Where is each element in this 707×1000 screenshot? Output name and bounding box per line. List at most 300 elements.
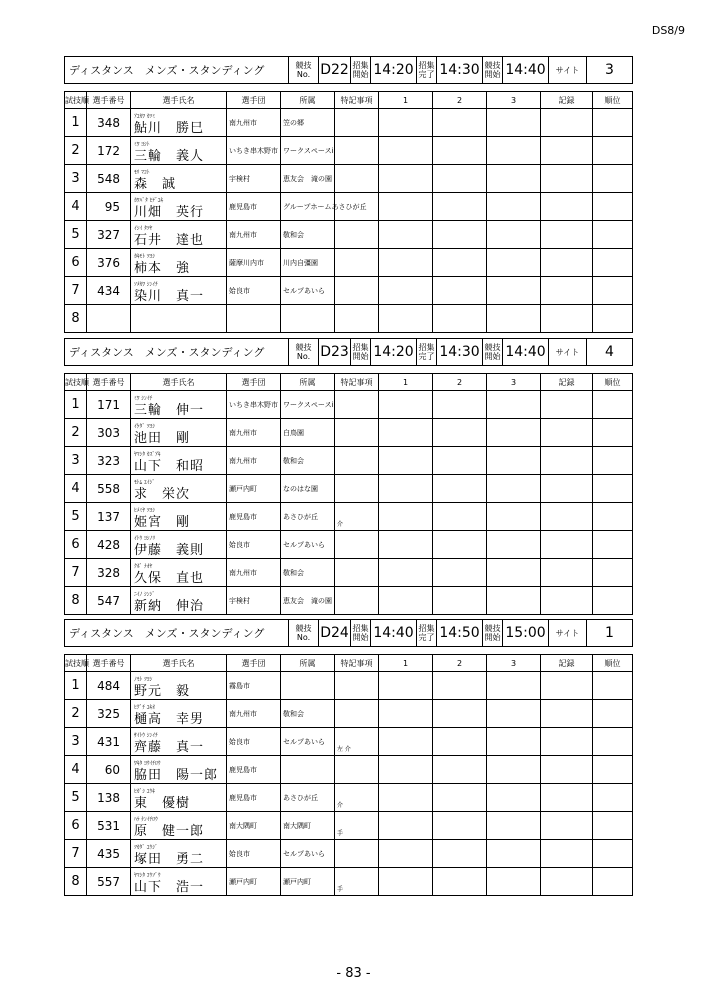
athlete-name-cell [131,419,227,447]
athlete-name: 東 優樹 [134,796,191,811]
attempt-1-cell [379,305,433,333]
attempt-1-cell [379,109,433,137]
rank-cell [593,221,633,249]
call-end-time: 14:30 [437,57,483,84]
athlete-name: 染川 真一 [134,289,205,304]
athlete-name: 三輪 伸一 [134,403,205,418]
athlete-name-kana: ｲｼｲ ﾀﾂﾔ [134,226,153,232]
table-row [65,784,633,812]
team: 姶良市 [227,728,281,756]
athlete-name-cell [131,559,227,587]
affiliation: セルプあいら [281,728,335,756]
athlete-name-cell [131,840,227,868]
athlete-name: 川畑 英行 [134,205,205,220]
record-cell [541,756,593,784]
trial-order: 4 [65,756,87,784]
event-header [64,619,633,647]
record-cell [541,531,593,559]
document-id: DS8/9 [651,24,685,37]
comp-start-time: 15:00 [503,620,549,647]
col-header-team: 選手団 [227,374,281,391]
attempt-2-cell [433,559,487,587]
bib-number: 303 [87,419,131,447]
affiliation: なのはな園 [281,475,335,503]
record-cell [541,728,593,756]
athlete-name-kana: ﾐﾜ ﾖｼﾄ [134,142,150,148]
col-header-notes: 特記事項 [335,655,379,672]
attempt-3-cell [487,277,541,305]
special-notes [335,419,379,447]
affiliation: 敬和会 [281,447,335,475]
athlete-name: 三輪 義人 [134,149,205,164]
athlete-name-cell [131,503,227,531]
athlete-name: 野元 毅 [134,684,191,699]
athlete-name: 樋高 幸男 [134,712,205,727]
table-row [65,277,633,305]
bib-number: 60 [87,756,131,784]
athlete-name-cell [131,812,227,840]
attempt-3-cell [487,305,541,333]
rank-cell [593,249,633,277]
attempt-1-cell [379,812,433,840]
special-notes [335,587,379,615]
rank-cell [593,503,633,531]
attempt-2-cell [433,475,487,503]
special-notes [335,305,379,333]
table-row [65,559,633,587]
team: 南九州市 [227,700,281,728]
attempt-1-cell [379,531,433,559]
call-start-time: 14:20 [371,57,417,84]
team: 宇検村 [227,165,281,193]
record-cell [541,868,593,896]
table-row [65,531,633,559]
rank-cell [593,447,633,475]
col-header-affiliation: 所属 [281,374,335,391]
trial-order: 3 [65,447,87,475]
team: 姶良市 [227,277,281,305]
attempt-2-cell [433,165,487,193]
affiliation: あさひが丘 [281,784,335,812]
bib-number: 431 [87,728,131,756]
event-block-d24 [64,619,632,896]
special-notes [335,756,379,784]
athlete-name: 脇田 陽一郎 [134,768,219,783]
trial-order: 2 [65,419,87,447]
rank-cell [593,756,633,784]
trial-order: 2 [65,137,87,165]
record-cell [541,193,593,221]
team: いちき串木野市 [227,391,281,419]
bib-number: 325 [87,700,131,728]
attempt-1-cell [379,391,433,419]
athlete-name-cell [131,672,227,700]
call-end-time: 14:30 [437,339,483,366]
attempt-1-cell [379,672,433,700]
bib-number: 95 [87,193,131,221]
attempt-1-cell [379,700,433,728]
table-row [65,165,633,193]
athlete-name-kana: ｶｷﾓﾄ ﾂﾖｼ [134,254,155,260]
col-header-rank: 順位 [593,92,633,109]
record-cell [541,503,593,531]
attempt-2-cell [433,109,487,137]
affiliation: 敬和会 [281,559,335,587]
col-header-rank: 順位 [593,374,633,391]
col-header-affiliation: 所属 [281,92,335,109]
col-header-bib: 選手番号 [87,92,131,109]
attempt-3-cell [487,193,541,221]
athlete-name: 塚田 勇二 [134,852,205,867]
col-header-trial-order: 試技順 [65,374,87,391]
attempt-1-cell [379,840,433,868]
event-no: D24 [319,620,351,647]
attempt-3-cell [487,559,541,587]
trial-order: 3 [65,165,87,193]
event-no: D22 [319,57,351,84]
record-cell [541,700,593,728]
athlete-name-kana: ｶﾜﾊﾞﾀ ﾋﾃﾞﾕｷ [134,198,164,204]
trial-order: 1 [65,109,87,137]
call-start-label: 招集開始 [351,620,371,647]
team: 南九州市 [227,419,281,447]
bib-number: 428 [87,531,131,559]
trial-order: 5 [65,784,87,812]
bib-number: 558 [87,475,131,503]
bib-number: 348 [87,109,131,137]
affiliation: ワークスペースi [281,391,335,419]
attempt-1-cell [379,475,433,503]
athlete-name-kana: ﾓﾘ ﾏｺﾄ [134,170,150,176]
bib-number: 171 [87,391,131,419]
special-notes [335,672,379,700]
col-header-notes: 特記事項 [335,92,379,109]
attempt-1-cell [379,277,433,305]
special-notes [335,165,379,193]
athlete-name-cell [131,728,227,756]
team: いちき串木野市 [227,137,281,165]
attempt-3-cell [487,221,541,249]
trial-order: 4 [65,475,87,503]
entry-table [64,654,633,896]
call-end-time: 14:50 [437,620,483,647]
bib-number: 548 [87,165,131,193]
special-notes: 手 [335,868,379,896]
call-start-label: 招集開始 [351,57,371,84]
rank-cell [593,700,633,728]
rank-cell [593,728,633,756]
trial-order: 2 [65,700,87,728]
event-no-label: 競技No. [289,620,319,647]
attempt-1-cell [379,728,433,756]
table-row [65,503,633,531]
affiliation [281,756,335,784]
athlete-name: 山下 和昭 [134,459,205,474]
table-row [65,672,633,700]
athlete-name: 森 誠 [134,177,177,192]
col-header-t2: 2 [433,374,487,391]
rank-cell [593,391,633,419]
special-notes [335,840,379,868]
team: 鹿児島市 [227,756,281,784]
rank-cell [593,812,633,840]
affiliation: 敬和会 [281,221,335,249]
attempt-2-cell [433,447,487,475]
affiliation: 恵友会 滝の園 [281,165,335,193]
athlete-name-cell [131,109,227,137]
athlete-name-kana: ﾋｶﾞｼ ﾕｳｷ [134,789,155,795]
athlete-name-cell [131,784,227,812]
special-notes [335,137,379,165]
call-start-time: 14:20 [371,339,417,366]
attempt-3-cell [487,840,541,868]
attempt-3-cell [487,165,541,193]
team: 南九州市 [227,109,281,137]
athlete-name: 鮎川 勝巳 [134,121,205,136]
attempt-2-cell [433,784,487,812]
call-start-time: 14:40 [371,620,417,647]
attempt-3-cell [487,391,541,419]
team: 南九州市 [227,447,281,475]
trial-order: 6 [65,531,87,559]
athlete-name-kana: ﾓﾄﾑ ｴｲｼﾞ [134,480,155,486]
athlete-name-kana: ﾋﾒﾐﾔ ﾂﾖｼ [134,508,155,514]
attempt-1-cell [379,587,433,615]
trial-order: 6 [65,812,87,840]
affiliation: 瀬戸内町 [281,868,335,896]
bib-number: 484 [87,672,131,700]
affiliation: 南大隅町 [281,812,335,840]
attempt-2-cell [433,700,487,728]
table-row [65,305,633,333]
col-header-t2: 2 [433,92,487,109]
attempt-2-cell [433,249,487,277]
team: 霧島市 [227,672,281,700]
rank-cell [593,475,633,503]
special-notes: 介 [335,784,379,812]
record-cell [541,305,593,333]
athlete-name-cell [131,391,227,419]
attempt-3-cell [487,531,541,559]
attempt-2-cell [433,391,487,419]
attempt-3-cell [487,672,541,700]
special-notes [335,277,379,305]
table-row [65,391,633,419]
athlete-name: 原 健一郎 [134,824,205,839]
bib-number: 435 [87,840,131,868]
attempt-3-cell [487,700,541,728]
attempt-1-cell [379,503,433,531]
attempt-1-cell [379,784,433,812]
bib-number: 138 [87,784,131,812]
special-notes [335,700,379,728]
record-cell [541,587,593,615]
trial-order: 1 [65,391,87,419]
comp-start-label: 競技開始 [483,620,503,647]
rank-cell [593,672,633,700]
table-row [65,221,633,249]
athlete-name-cell [131,756,227,784]
attempt-3-cell [487,137,541,165]
page-number: - 83 - [336,966,371,981]
team: 鹿児島市 [227,784,281,812]
special-notes: 手 [335,812,379,840]
team: 瀬戸内町 [227,868,281,896]
attempt-2-cell [433,728,487,756]
trial-order: 3 [65,728,87,756]
athlete-name-kana: ﾊﾗ ｹﾝｲﾁﾛｳ [134,817,158,823]
col-header-record: 記録 [541,655,593,672]
team: 瀬戸内町 [227,475,281,503]
table-row [65,109,633,137]
athlete-name-kana: ｲﾄｳ ﾖｼﾉﾘ [134,536,155,542]
col-header-trial-order: 試技順 [65,92,87,109]
athlete-name: 齊藤 真一 [134,740,205,755]
special-notes: 左 介 [335,728,379,756]
trial-order: 6 [65,249,87,277]
bib-number [87,305,131,333]
attempt-3-cell [487,503,541,531]
athlete-name-kana: ｿﾒｶﾜ ｼﾝｲﾁ [134,282,158,288]
col-header-t1: 1 [379,374,433,391]
trial-order: 7 [65,277,87,305]
attempt-3-cell [487,784,541,812]
trial-order: 5 [65,503,87,531]
rank-cell [593,193,633,221]
team [227,305,281,333]
special-notes [335,559,379,587]
event-header [64,338,633,366]
attempt-1-cell [379,419,433,447]
comp-start-time: 14:40 [503,57,549,84]
athlete-name-kana: ﾜｷﾀ ﾖｳｲﾁﾛｳ [134,761,161,767]
rank-cell [593,531,633,559]
bib-number: 547 [87,587,131,615]
athlete-name-kana: ﾆｲﾉ ｼﾝｼﾞ [134,592,155,598]
attempt-1-cell [379,249,433,277]
attempt-3-cell [487,447,541,475]
site-label: サイト [549,339,587,366]
trial-order: 7 [65,559,87,587]
rank-cell [593,305,633,333]
col-header-notes: 特記事項 [335,374,379,391]
record-cell [541,559,593,587]
table-row [65,475,633,503]
team: 姶良市 [227,531,281,559]
affiliation [281,305,335,333]
attempt-2-cell [433,756,487,784]
affiliation: セルプあいら [281,840,335,868]
athlete-name-cell [131,193,227,221]
trial-order: 7 [65,840,87,868]
col-header-record: 記録 [541,92,593,109]
athlete-name-kana: ﾉﾓﾄ ﾂﾖｼ [134,677,153,683]
rank-cell [593,559,633,587]
special-notes: 介 [335,503,379,531]
rank-cell [593,587,633,615]
call-end-label: 招集完了 [417,339,437,366]
record-cell [541,221,593,249]
trial-order: 4 [65,193,87,221]
call-start-label: 招集開始 [351,339,371,366]
record-cell [541,812,593,840]
attempt-2-cell [433,419,487,447]
record-cell [541,277,593,305]
affiliation: 笠の郷 [281,109,335,137]
table-row [65,756,633,784]
attempt-3-cell [487,249,541,277]
attempt-2-cell [433,868,487,896]
event-header [64,56,633,84]
event-title: ディスタンス メンズ・スタンディング [65,339,289,366]
bib-number: 376 [87,249,131,277]
table-row [65,728,633,756]
col-header-t3: 3 [487,655,541,672]
athlete-name-cell [131,700,227,728]
athlete-name: 久保 直也 [134,571,205,586]
attempt-1-cell [379,868,433,896]
athlete-name-kana: ﾐﾜ ｼﾝｲﾁ [134,396,153,402]
athlete-name-kana: ﾔﾏｼﾀ ｶｽﾞｱｷ [134,452,161,458]
athlete-name: 新納 伸治 [134,599,205,614]
col-header-t1: 1 [379,92,433,109]
site-label: サイト [549,620,587,647]
affiliation: 川内自彊園 [281,249,335,277]
affiliation: ワークスペースi [281,137,335,165]
affiliation: セルプあいら [281,277,335,305]
record-cell [541,672,593,700]
event-block-d22 [64,56,632,333]
special-notes [335,249,379,277]
record-cell [541,109,593,137]
team: 姶良市 [227,840,281,868]
entry-table [64,91,633,333]
attempt-2-cell [433,221,487,249]
table-row [65,137,633,165]
attempt-1-cell [379,447,433,475]
attempt-2-cell [433,672,487,700]
entry-table [64,373,633,615]
col-header-t3: 3 [487,374,541,391]
attempt-3-cell [487,475,541,503]
athlete-name: 山下 浩一 [134,880,205,895]
record-cell [541,840,593,868]
attempt-2-cell [433,193,487,221]
athlete-name-cell [131,305,227,333]
col-header-trial-order: 試技順 [65,655,87,672]
rank-cell [593,868,633,896]
record-cell [541,249,593,277]
event-no-label: 競技No. [289,339,319,366]
site-number: 1 [587,620,633,647]
athlete-name-cell [131,249,227,277]
athlete-name-cell [131,868,227,896]
attempt-2-cell [433,305,487,333]
rank-cell [593,419,633,447]
table-row [65,700,633,728]
col-header-team: 選手団 [227,655,281,672]
attempt-2-cell [433,812,487,840]
athlete-name-kana: ﾋｸﾞﾁ ﾕｷｵ [134,705,155,711]
athlete-name-kana: ﾔﾏｼﾀ ｺｳｿﾞｳ [134,873,161,879]
record-cell [541,475,593,503]
bib-number: 328 [87,559,131,587]
trial-order: 1 [65,672,87,700]
athlete-name-cell [131,277,227,305]
attempt-1-cell [379,165,433,193]
rank-cell [593,277,633,305]
athlete-name-kana: ｱﾕｶﾜ ｶﾂﾐ [134,114,155,120]
